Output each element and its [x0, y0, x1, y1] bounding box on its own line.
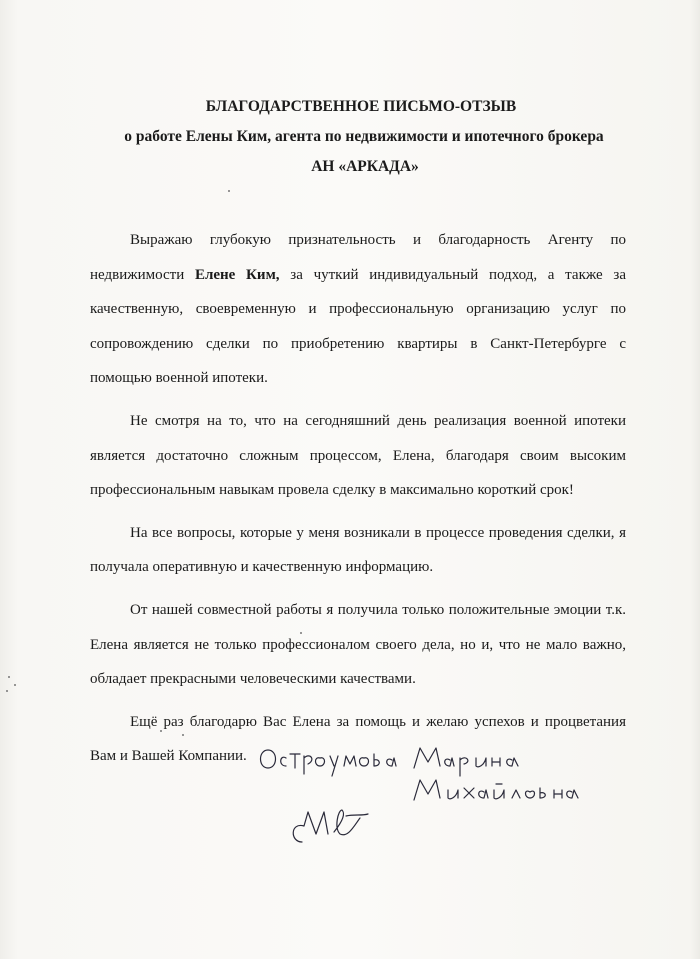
agency-name: АН «АРКАДА»	[311, 158, 419, 175]
scan-speck	[182, 734, 184, 736]
paragraph-3: На все вопросы, которые у меня возникали в процессе проведения сделки, я получала оперативную и качественную информацию.	[90, 524, 626, 576]
paragraph-1	[90, 223, 626, 396]
scan-speck	[6, 690, 8, 692]
scan-speck	[160, 730, 162, 732]
paragraph-5: Ещё раз благодарю Вас Елена за помощь и желаю успехов и процветания Вам и Вашей Компании.	[90, 713, 626, 765]
letter-subtitle: о работе Елены Ким, агента по недвижимости и ипотечного брокера	[124, 128, 604, 145]
paragraph-2: Не смотря на то, что на сегодняшний день реализация военной ипотеки является достаточно сложным процессом, Елена, благодаря своим высоким профессиональным навыкам провела сделку в максимально короткий срок!	[90, 412, 626, 499]
scan-speck	[8, 676, 10, 678]
letter-title: БЛАГОДАРСТВЕННОЕ ПИСЬМО-ОТЗЫВ	[205, 98, 517, 115]
paragraph-1-end: за чуткий индивидуальный подход, а также за качественную, своевременную и профессиональную организацию услуг по сопровождению сделки по приобретению квартиры в Санкт-Петербурге с помощью военной ипотеки.	[90, 266, 626, 387]
scan-speck	[14, 684, 16, 686]
scan-speck	[300, 632, 302, 634]
paragraph-4: От нашей совместной работы я получила только положительные эмоции т.к. Елена является не только профессионалом своего дела, но и, что не мало важно, обладает прекрасными человеческими качествами.	[90, 601, 626, 688]
paragraph-1-start: Выражаю глубокую признательность и благодарность Агенту по недвижимости	[90, 232, 626, 283]
scan-speck	[228, 190, 230, 192]
handwritten-signature	[250, 730, 620, 860]
letter-body	[90, 223, 626, 782]
agent-name-bold: Елене Ким,	[194, 266, 280, 283]
letter-header	[0, 92, 700, 182]
